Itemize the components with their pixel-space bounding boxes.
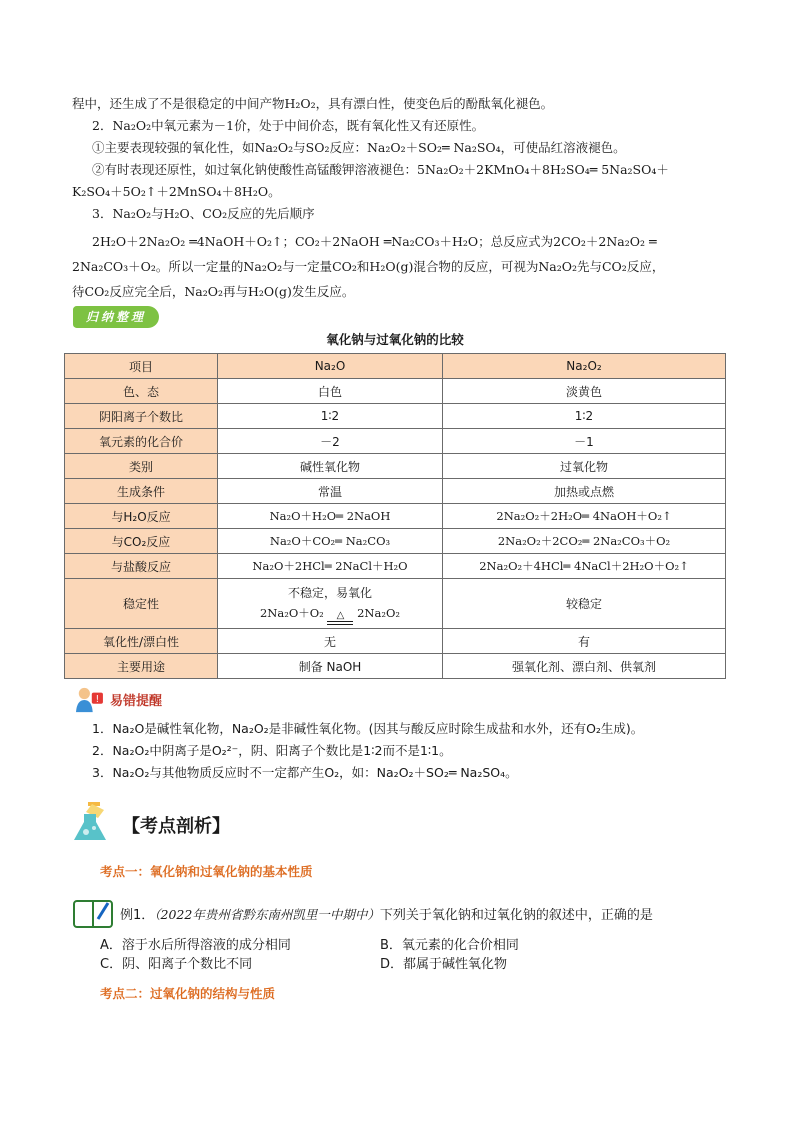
example-line xyxy=(120,904,653,923)
kaodian-1: 考点一：氧化钠和过氧化钠的基本性质 xyxy=(100,864,313,879)
table-cell: 白色 xyxy=(218,379,443,404)
table-cell: 1∶2 xyxy=(218,404,443,429)
table-cell: 生成条件 xyxy=(65,479,218,504)
table-cell: 有 xyxy=(443,629,726,654)
stability-text: 不稳定，易氧化 xyxy=(287,585,372,600)
table-cell: 与盐酸反应 xyxy=(65,554,218,579)
option-a[interactable]: A．溶于水后所得溶液的成分相同 xyxy=(100,938,291,953)
example-stem: 下列关于氧化钠和过氧化钠的叙述中，正确的是 xyxy=(379,908,653,923)
comparison-table xyxy=(64,353,726,679)
table-cell: 与CO₂反应 xyxy=(65,529,218,554)
table-header-cell: Na₂O xyxy=(218,354,443,379)
para-line-7: 2H₂O＋2Na₂O₂ ═4NaOH＋O₂↑；CO₂＋2NaOH ═Na₂CO₃＋H₂O；总反应式为2CO₂＋2Na₂O₂ ═ xyxy=(92,234,657,249)
table-cell: －2 xyxy=(218,429,443,454)
table-row-stability xyxy=(65,579,726,629)
table-cell: 强氧化剂、漂白剂、供氧剂 xyxy=(443,654,726,679)
table-cell: 加热或点燃 xyxy=(443,479,726,504)
table-cell: 淡黄色 xyxy=(443,379,726,404)
para-line-8: 2Na₂CO₃＋O₂。所以一定量的Na₂O₂与一定量CO₂和H₂O(g)混合物的反应，可视为Na₂O₂先与CO₂反应， xyxy=(72,259,665,274)
table-cell: 1∶2 xyxy=(443,404,726,429)
table-header-cell: Na₂O₂ xyxy=(443,354,726,379)
table-cell: 主要用途 xyxy=(65,654,218,679)
table-cell: 氧化性/漂白性 xyxy=(65,629,218,654)
flask-icon xyxy=(70,800,118,844)
table-cell: Na₂O＋CO₂═ Na₂CO₃ xyxy=(218,529,443,554)
stability-equation xyxy=(220,603,440,625)
table-cell: 阴阳离子个数比 xyxy=(65,404,218,429)
para-line-5: K₂SO₄＋5O₂↑＋2MnSO₄＋8H₂O。 xyxy=(72,184,281,199)
table-cell-stability-na2o xyxy=(218,579,443,629)
para-line-2: 2．Na₂O₂中氧元素为－1价，处于中间价态，既有氧化性又有还原性。 xyxy=(92,118,485,133)
table-cell: 无 xyxy=(218,629,443,654)
warning-person-icon xyxy=(72,687,106,713)
table-cell: 较稳定 xyxy=(443,579,726,629)
table-cell: Na₂O＋2HCl═ 2NaCl＋H₂O xyxy=(218,554,443,579)
option-c[interactable]: C．阴、阳离子个数比不同 xyxy=(100,957,253,972)
table-cell: 色、态 xyxy=(65,379,218,404)
table-cell: 2Na₂O₂＋4HCl═ 4NaCl＋2H₂O＋O₂↑ xyxy=(443,554,726,579)
table-header-cell: 项目 xyxy=(65,354,218,379)
para-line-1: 程中，还生成了不是很稳定的中间产物H₂O₂，具有漂白性，使变色后的酚酞氧化褪色。 xyxy=(72,96,554,111)
table-cell: 与H₂O反应 xyxy=(65,504,218,529)
table-cell: 制备 NaOH xyxy=(218,654,443,679)
table-row xyxy=(65,504,726,529)
table-cell: 过氧化物 xyxy=(443,454,726,479)
equals-sign xyxy=(327,621,353,625)
kaodian-2: 考点二：过氧化钠的结构与性质 xyxy=(100,986,276,1001)
warning-note-3: 3．Na₂O₂与其他物质反应时不一定都产生O₂，如：Na₂O₂＋SO₂═ Na₂SO₄。 xyxy=(92,765,518,780)
table-header-row xyxy=(65,354,726,379)
example-label: 例1． xyxy=(120,908,155,923)
table-cell: 氧元素的化合价 xyxy=(65,429,218,454)
example-source: （2022年贵州省黔东南州凯里一中期中） xyxy=(154,907,380,922)
table-cell: 稳定性 xyxy=(65,579,218,629)
table-row xyxy=(65,554,726,579)
table-cell: Na₂O＋H₂O═ 2NaOH xyxy=(218,504,443,529)
table-cell: 2Na₂O₂＋2H₂O═ 4NaOH＋O₂↑ xyxy=(443,504,726,529)
option-d[interactable]: D．都属于碱性氧化物 xyxy=(380,957,508,972)
table-cell: 2Na₂O₂＋2CO₂═ 2Na₂CO₃＋O₂ xyxy=(443,529,726,554)
section-title: 【考点剖析】 xyxy=(122,816,230,837)
table-row xyxy=(65,454,726,479)
table-row xyxy=(65,654,726,679)
book-icon xyxy=(72,897,114,929)
table-row xyxy=(65,529,726,554)
summary-badge: 归纳整理 xyxy=(73,306,159,328)
eq-left: 2Na₂O＋O₂ xyxy=(259,605,324,620)
table-cell: 常温 xyxy=(218,479,443,504)
table-cell: －1 xyxy=(443,429,726,454)
para-line-6: 3．Na₂O₂与H₂O、CO₂反应的先后顺序 xyxy=(92,206,315,221)
table-row xyxy=(65,629,726,654)
para-line-4: ②有时表现还原性，如过氧化钠使酸性高锰酸钾溶液褪色：5Na₂O₂＋2KMnO₄＋8H₂SO₄═ 5Na₂SO₄＋ xyxy=(92,162,669,177)
table-row xyxy=(65,479,726,504)
eq-arrow xyxy=(327,611,353,625)
warning-note-2: 2．Na₂O₂中阴离子是O₂²⁻，阴、阳离子个数比是1∶2而不是1∶1。 xyxy=(92,743,452,758)
table-row xyxy=(65,429,726,454)
warning-note-1: 1．Na₂O是碱性氧化物，Na₂O₂是非碱性氧化物。(因其与酸反应时除生成盐和水外，还有O₂生成)。 xyxy=(92,721,644,736)
table-title: 氧化钠与过氧化钠的比较 xyxy=(326,332,464,347)
heat-condition: △ xyxy=(336,609,345,621)
table-row xyxy=(65,404,726,429)
option-b[interactable]: B．氧元素的化合价相同 xyxy=(380,938,519,953)
table-row xyxy=(65,379,726,404)
warning-title: 易错提醒 xyxy=(110,694,163,709)
para-line-3: ①主要表现较强的氧化性，如Na₂O₂与SO₂反应：Na₂O₂＋SO₂═ Na₂SO₄，可使品红溶液褪色。 xyxy=(92,140,626,155)
table-cell: 类别 xyxy=(65,454,218,479)
table-cell: 碱性氧化物 xyxy=(218,454,443,479)
eq-right: 2Na₂O₂ xyxy=(357,605,400,620)
svg-text:!: ! xyxy=(95,693,100,705)
para-line-9: 待CO₂反应完全后，Na₂O₂再与H₂O(g)发生反应。 xyxy=(72,284,355,299)
